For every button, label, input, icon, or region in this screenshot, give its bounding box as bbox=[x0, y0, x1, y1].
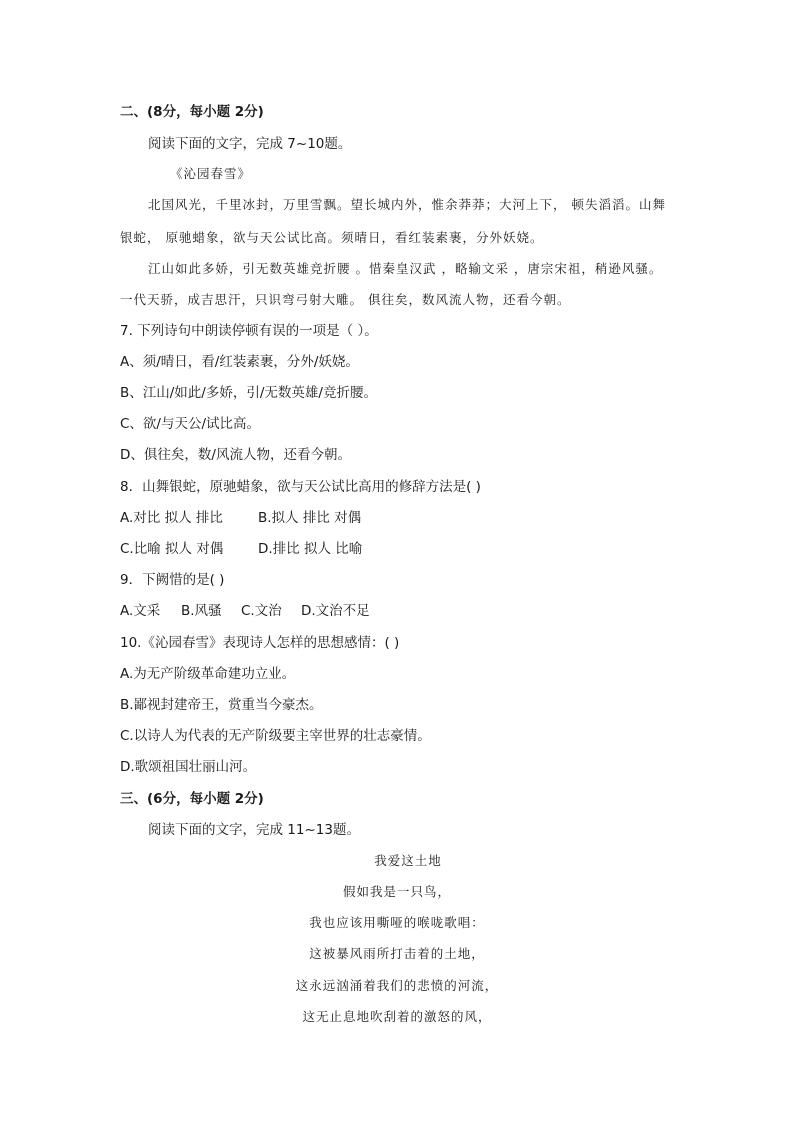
poem-line: 北国风光，千里冰封，万里雪飘。望长城内外，惟余莽莽；大河上下， 顿失滔滔。山舞 bbox=[148, 197, 666, 212]
question-7-option-b: B、江山/如此/多娇，引/无数英雄/竞折腰。 bbox=[120, 385, 377, 401]
section-2-intro: 阅读下面的文字，完成 7~10题。 bbox=[148, 136, 352, 152]
poem-line: 江山如此多娇，引无数英雄竞折腰 。惜秦皇汉武 ，略输文采 ，唐宗宋祖，稍逊风骚。 bbox=[148, 261, 663, 276]
poem-line: 这被暴风雨所打击着的土地， bbox=[309, 946, 485, 961]
question-9-stem: 9．下阙惜的是( ) bbox=[120, 572, 225, 588]
question-8-option-b: B.拟人 排比 对偶 bbox=[258, 510, 362, 526]
section-3-intro: 阅读下面的文字，完成 11~13题。 bbox=[148, 822, 360, 838]
question-10-option-a: A.为无产阶级革命建功立业。 bbox=[120, 666, 296, 682]
section-2-heading: 二、(8分，每小题 2分) bbox=[120, 104, 264, 120]
section-3-heading: 三、(6分，每小题 2分) bbox=[120, 791, 264, 807]
poem-title-qinyuanchun: 《沁园春雪》 bbox=[170, 166, 252, 181]
question-8-stem: 8．山舞银蛇，原驰蜡象，欲与天公试比高用的修辞方法是( ) bbox=[120, 479, 481, 495]
question-7-option-d: D、俱往矣，数/风流人物，还看今朝。 bbox=[120, 447, 351, 463]
question-10-option-d: D.歌颂祖国壮丽山河。 bbox=[120, 759, 257, 775]
poem-line: 一代天骄，成吉思汗，只识弯弓射大雕。 俱往矣，数风流人物，还看今朝。 bbox=[120, 292, 571, 307]
question-9-option-b: B.风骚 bbox=[181, 603, 222, 619]
question-9-option-c: C.文治 bbox=[241, 603, 282, 619]
poem-line: 银蛇， 原驰蜡象，欲与天公试比高。须晴日，看红装素裹，分外妖娆。 bbox=[120, 230, 544, 245]
question-7-stem: 7. 下列诗句中朗读停顿有误的一项是（ ）。 bbox=[120, 323, 378, 339]
question-10-option-c: C.以诗人为代表的无产阶级要主宰世界的壮志豪情。 bbox=[120, 728, 431, 744]
poem-line: 我也应该用嘶哑的喉咙歌唱： bbox=[309, 915, 485, 930]
question-8-option-a: A.对比 拟人 排比 bbox=[120, 510, 223, 526]
question-10-option-b: B.鄙视封建帝王，赏重当今豪杰。 bbox=[120, 697, 323, 713]
question-8-option-d: D.排比 拟人 比喻 bbox=[258, 541, 363, 557]
poem-line: 这永远汹涌着我们的悲愤的河流， bbox=[295, 978, 499, 993]
poem-line: 假如我是一只鸟， bbox=[342, 884, 451, 899]
question-7-option-c: C、欲/与天公/试比高。 bbox=[120, 416, 261, 432]
question-10-stem: 10.《沁园春雪》表现诗人怎样的思想感情：( ) bbox=[120, 635, 400, 651]
question-8-option-c: C.比喻 拟人 对偶 bbox=[120, 541, 224, 557]
question-9-option-a: A.文采 bbox=[120, 603, 161, 619]
question-9-option-d: D.文治不足 bbox=[301, 603, 370, 619]
poem-line: 这无止息地吹刮着的激怒的风， bbox=[302, 1009, 492, 1024]
poem-title-wo-ai-zhe-tudi: 我爱这土地 bbox=[374, 853, 442, 868]
question-7-option-a: A、须/晴日，看/红装素裹，分外/妖娆。 bbox=[120, 354, 359, 370]
